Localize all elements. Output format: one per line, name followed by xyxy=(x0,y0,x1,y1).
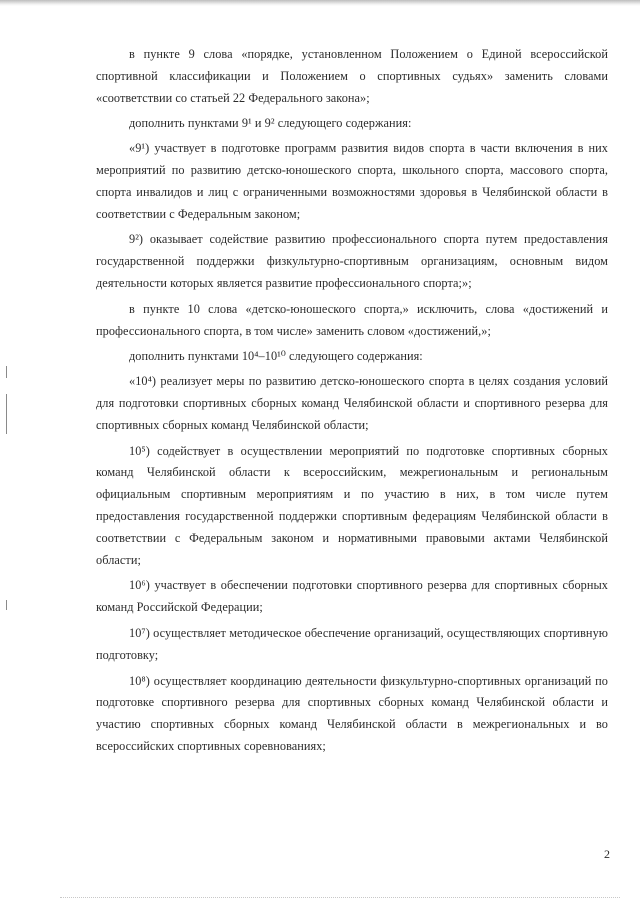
margin-mark xyxy=(6,394,7,434)
paragraph-item-9-2: 9²) оказывает содействие развитию профессионального спорта путем предоставления государственной поддержки физкультурно-спортивным организациям, основным видом деятельности которых является развитие профессионального спорта;»; xyxy=(96,232,608,290)
paragraph-item-10-amendment: в пункте 10 слова «детско-юношеского спорта,» исключить, слова «достижений и профессионального спорта, в том числе» заменить словом «достижений,»; xyxy=(96,301,608,338)
paragraph-item-9-1: «9¹) участвует в подготовке программ развития видов спорта в части включения в них мероприятий по развитию детско-юношеского спорта, школьного спорта, массового спорта, спорта инвалидов и лиц с ограниченными возможностями здоровья в Челябинской области в соответствии с Федеральным законом; xyxy=(96,141,608,221)
margin-mark xyxy=(6,366,7,378)
scan-top-edge xyxy=(0,0,640,6)
paragraph-add-items-10: дополнить пунктами 10⁴–10¹⁰ следующего содержания: xyxy=(129,349,423,364)
paragraph-add-items-9: дополнить пунктами 9¹ и 9² следующего содержания: xyxy=(129,116,412,131)
page-number: 2 xyxy=(604,847,610,861)
paragraph-item-10-6: 10⁶) участвует в обеспечении подготовки спортивного резерва для спортивных сборных команд Российской Федерации; xyxy=(96,578,608,615)
margin-mark xyxy=(6,600,7,610)
paragraph-item-10-5: 10⁵) содействует в осуществлении мероприятий по подготовке спортивных сборных команд Челябинской области к всероссийским, межрегиональным и региональным официальным спортивным мероприятиям и по участию в них, в том числе путем предоставления государственной поддержки спортивным федерациям Челябинской области в соответствии с Федеральным законом и нормативными правовыми актами Челябинской области; xyxy=(96,443,608,567)
document-body xyxy=(96,44,608,762)
paragraph-item-10-7: 10⁷) осуществляет методическое обеспечение организаций, осуществляющих спортивную подготовку; xyxy=(96,625,608,662)
scan-bottom-edge xyxy=(60,897,620,899)
paragraph-item-10-8: 10⁸) осуществляет координацию деятельности физкультурно-спортивных организаций по подготовке спортивного резерва для спортивных сборных команд Челябинской области и участию спортивных сборных команд Челябинской области в межрегиональных и во всероссийских спортивных соревнованиях; xyxy=(96,673,608,753)
paragraph-item-9-amendment: в пункте 9 слова «порядке, установленном Положением о Единой всероссийской спортивной классификации и Положением о спортивных судьях» заменить словами «соответствии со статьей 22 Федерального закона»; xyxy=(96,47,608,105)
paragraph-item-10-4: «10⁴) реализует меры по развитию детско-юношеского спорта в целях создания условий для подготовки спортивных сборных команд Челябинской области и спортивного резерва для спортивных сборных команд Челябинской области; xyxy=(96,374,608,432)
